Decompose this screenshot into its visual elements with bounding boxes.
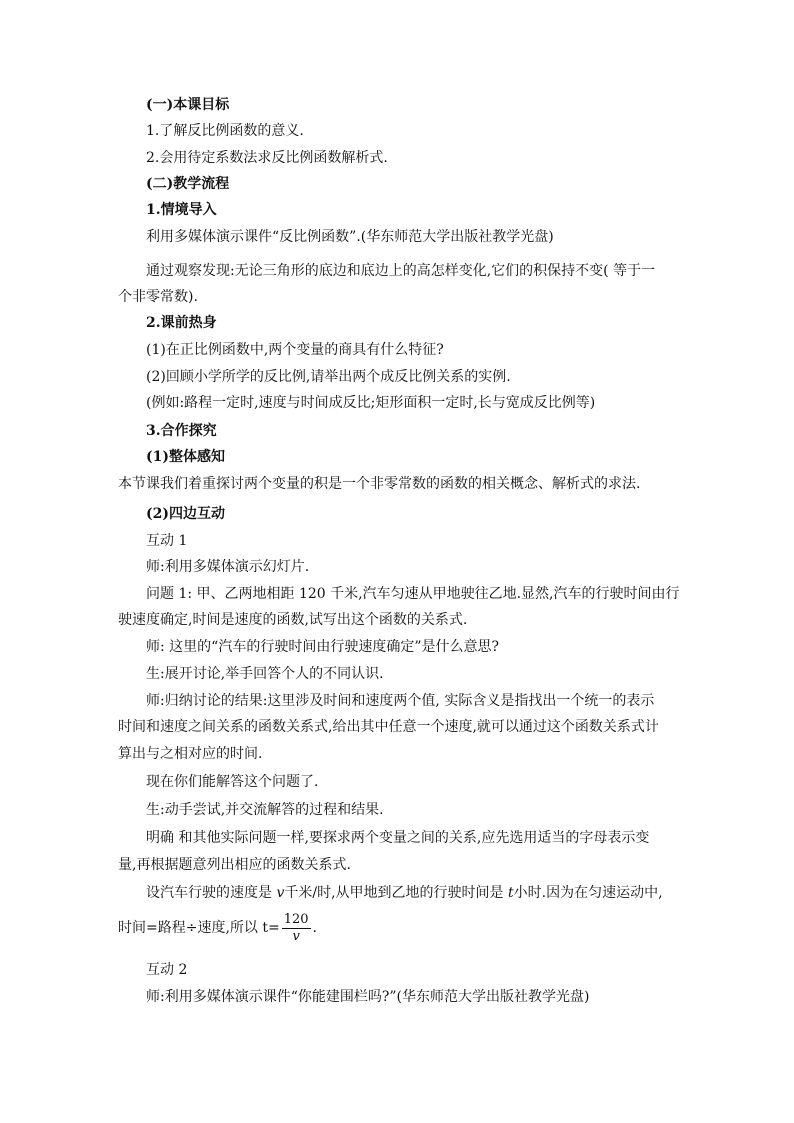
paragraph-line: 本节课我们着重探讨两个变量的积是一个非零常数的函数的相关概念、解析式的求法.: [118, 476, 641, 492]
subheading-explore: 3.合作探究: [146, 423, 217, 439]
paragraph-line: 通过观察发现:无论三角形的底边和底边上的高怎样变化,它们的积保持不变( 等于一: [146, 263, 656, 279]
variable-t: t: [508, 885, 514, 901]
paragraph-line: 问题 1: 甲、乙两地相距 120 千米,汽车匀速从甲地驶往乙地.显然,汽车的行驶时间由行: [146, 586, 680, 602]
subheading-interaction: (2)四边互动: [146, 506, 225, 522]
paragraph-line: 算出与之相对应的时间.: [118, 746, 263, 762]
sentence-text: 千米/时,从甲地到乙地的行驶时间是: [284, 885, 508, 901]
warmup-item-2: (2)回顾小学所学的反比例,请举出两个成反比例关系的实例.: [146, 369, 511, 385]
section-heading-goals: (一)本课目标: [146, 97, 230, 113]
section-heading-process: (二)教学流程: [146, 176, 230, 192]
interaction-label-2: 互动 2: [146, 962, 188, 978]
goal-item-1: 1.了解反比例函数的意义.: [146, 123, 304, 139]
warmup-example: (例如:路程一定时,速度与时间成反比;矩形面积一定时,长与宽成反比例等): [146, 395, 596, 411]
fraction: [282, 912, 311, 945]
sentence-text: 设汽车行驶的速度是: [146, 885, 277, 901]
fraction-denominator: v: [292, 928, 300, 944]
warmup-item-1: (1)在正比例函数中,两个变量的商具有什么特征?: [146, 342, 444, 358]
paragraph-line: 量,再根据题意列出相应的函数关系式.: [118, 857, 351, 873]
interaction-label-1: 互动 1: [146, 533, 188, 549]
paragraph-line: 明确 和其他实际问题一样,要探求两个变量之间的关系,应先选用适当的字母表示变: [146, 830, 650, 846]
paragraph-line: 生:动手尝试,并交流解答的过程和结果.: [146, 802, 384, 818]
paragraph-line: 师:利用多媒体演示课件“你能建围栏吗?”(华东师范大学出版社教学光盘): [146, 989, 590, 1005]
subheading-overview: (1)整体感知: [146, 449, 225, 465]
paragraph-line: 时间和速度之间关系的函数关系式,给出其中任意一个速度,就可以通过这个函数关系式计: [118, 719, 659, 735]
goal-item-2: 2.会用待定系数法求反比例函数解析式.: [146, 150, 388, 166]
sentence-text: 小时.因为在匀速运动中,: [513, 885, 663, 901]
fraction-numerator: 120: [283, 911, 309, 927]
paragraph-line: 现在你们能解答这个问题了.: [146, 774, 319, 790]
paragraph-line: 师:利用多媒体演示幻灯片.: [146, 559, 310, 575]
paragraph-line: 师:归纳讨论的结果:这里涉及时间和速度两个值, 实际含义是指找出一个统一的表示: [146, 693, 655, 709]
formula-suffix: .: [312, 920, 317, 936]
paragraph-line: 师: 这里的“汽车的行驶时间由行驶速度确定”是什么意思?: [146, 639, 499, 655]
formula-prefix: 时间=路程÷速度,所以 t=: [118, 920, 280, 936]
paragraph-line: 个非零常数).: [118, 289, 198, 305]
subheading-warmup: 2.课前热身: [146, 315, 217, 331]
velocity-sentence: [146, 883, 663, 903]
variable-v: v: [276, 885, 285, 901]
formula-line: [118, 910, 317, 946]
paragraph-line: 生:展开讨论,举手回答个人的不同认识.: [146, 666, 384, 682]
paragraph-line: 驶速度确定,时间是速度的函数,试写出这个函数的关系式.: [118, 612, 468, 628]
subheading-intro: 1.情境导入: [146, 202, 217, 218]
paragraph-line: 利用多媒体演示课件“反比例函数”.(华东师范大学出版社教学光盘): [146, 229, 554, 245]
